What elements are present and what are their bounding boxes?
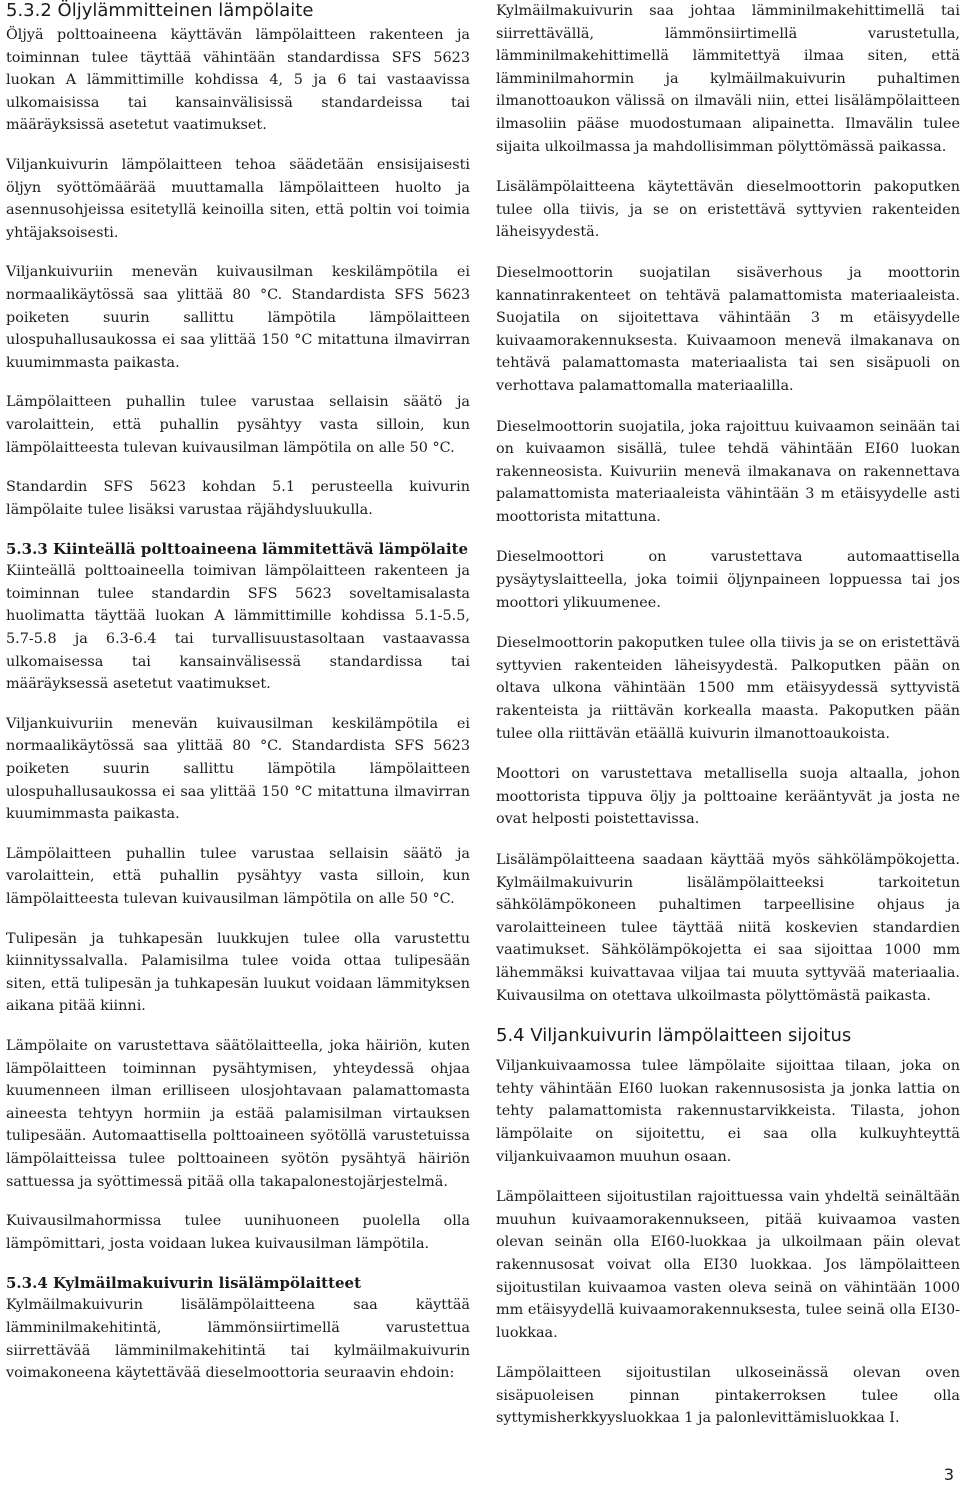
section-heading-5-3-3: 5.3.3 Kiinteällä polttoaineena lämmitettävä lämpölaite xyxy=(6,540,469,559)
paragraph: Tulipesän ja tuhkapesän luukkujen tulee olla varustettu kiinnityssalvalla. Palamisilma tulee voida ottaa tulipesään siten, että tulipesän ja tuhkapesän luukut voidaan lämmityksen aikana pitää kiinni. xyxy=(6,930,470,1015)
paragraph: Kylmäilmakuivurin saa johtaa lämminilmakehittimellä tai siirrettävällä, lämmönsiirtimellä varustetulla, lämminilmakehittimellä lämmitettyä ilmaa siten, että lämminilmahormin ja kylmäilmakuivurin puhaltimen ilmanottoaukon välissä on ilmaväli niin, ettei lisälämpölaitteen ilmasoliin pääse muodostumaan alipainetta. Ilmavälin tulee sijaita ulkoilmassa ja mahdollisimman pölyttömässä paikassa. xyxy=(496,3,960,155)
page-number: 3 xyxy=(943,1465,954,1484)
section-heading-5-4: 5.4 Viljankuivurin lämpölaitteen sijoitus xyxy=(496,1025,852,1047)
left-column xyxy=(6,0,470,1402)
paragraph: Dieselmoottorin suojatila, joka rajoittuu kuivaamon seinään tai on kuivaamon sisällä, tulee tehdä vähintään EI60 luokan rakenneosista. Kuivuriin menevä ilmakanava on rakennettava palamattomista materiaaleista vähintään 3 m etäisyydelle asti moottorista mitattuna. xyxy=(496,418,960,525)
paragraph: Lämpölaitteen puhallin tulee varustaa sellaisin säätö ja varolaittein, että puhallin pysähtyy vasta silloin, kun lämpölaitteesta tulevan kuivausilman lämpötila on alle 50 °C. xyxy=(6,394,470,456)
section-heading-5-3-4: 5.3.4 Kylmäilmakuivurin lisälämpölaitteet xyxy=(6,1274,362,1293)
right-column xyxy=(496,0,960,1448)
paragraph: Dieselmoottori on varustettava automaattisella pysäytyslaitteella, joka toimii öljynpaineen loppuessa tai jos moottori ylikuumenee. xyxy=(496,549,960,611)
paragraph: Moottori on varustettava metallisella suoja altaalla, johon moottorista tippuva öljy ja polttoaine kerääntyvät ja josta ne ovat helposti poistettavissa. xyxy=(496,766,960,828)
paragraph: Standardin SFS 5623 kohdan 5.1 perusteella kuivurin lämpölaite tulee lisäksi varustaa räjähdysluukulla. xyxy=(6,479,470,518)
paragraph: Kuivausilmahormissa tulee uunihuoneen puolella olla lämpömittari, josta voidaan lukea kuivausilman lämpötila. xyxy=(6,1213,470,1252)
paragraph: Viljankuivuriin menevän kuivausilman keskilämpötila ei normaalikäytössä saa ylittää 80 °C. Standardista SFS 5623 poiketen suurin sallittu lämpötila lämpölaitteen ulospuhallusaukossa ei saa ylittää 150 °C mitattuna ilmavirran kuumimmasta paikasta. xyxy=(6,264,470,371)
paragraph: Viljankuivaamossa tulee lämpölaite sijoittaa tilaan, joka on tehty vähintään EI60 luokan rakennusosista ja jonka lattia on tehty palamattomista rakennustarvikkeista. Tilasta, johon lämpölaite on sijoitettu, ei saa olla kulkuyhteyttä viljankuivaamon muuhun osaan. xyxy=(496,1058,960,1165)
paragraph: Kiinteällä polttoaineella toimivan lämpölaitteen rakenteen ja toiminnan tulee standardin SFS 5623 soveltamisalasta huolimatta täyttää luokan A lämmittimille kohdissa 5.1-5.5, 5.7-5.8 ja 6.3-6.4 tai turvallisuustasoltaan vastaavassa ulkomaisessa tai kansainvälisessä standardissa tai määräyksessä asetetut vaatimukset. xyxy=(6,563,470,693)
section-heading-5-3-2: 5.3.2 Öljylämmitteinen lämpölaite xyxy=(6,0,314,21)
paragraph: Lisälämpölaitteena käytettävän dieselmoottorin pakoputken tulee olla tiivis, ja se on eristettävä syttyvien rakenteiden läheisyydestä. xyxy=(496,179,960,241)
paragraph: Lämpölaitteen puhallin tulee varustaa sellaisin säätö ja varolaittein, että puhallin pysähtyy vasta silloin, kun lämpölaitteesta tulevan kuivausilman lämpötila on alle 50 °C. xyxy=(6,845,470,907)
paragraph: Lämpölaite on varustettava säätölaitteella, joka häiriön, kuten lämpölaitteen toiminnan pysähtymisen, yhteydessä ohjaa kuumenneen ilman erilliseen ulosjohtavaan palamattomasta aineesta tehtyyn hormiin ja estää palamisilman virtauksen tulipesään. Automaattisella polttoaineen syötöllä varustetuissa lämpölaitteissa tulee polttoaineen syötön pysähtyä häiriön sattuessa ja syöttimessä pitää olla takapalonestojärjestelmä. xyxy=(6,1037,470,1190)
paragraph: Lämpölaitteen sijoitustilan rajoittuessa vain yhdeltä seinältään muuhun kuivaamorakennukseen, pitää kuivaamoa vasten olevan seinän olla EI60-luokkaa ja ulkoilmaan päin olevat rakennusosat voivat olla EI30 luokkaa. Jos lämpölaitteen sijoitustilan kuivaamoa vasten oleva seinä on vähintään 1000 mm etäisyydellä kuivaamorakennuksesta, tulee seinä olla EI30-luokkaa. xyxy=(496,1189,960,1341)
paragraph: Viljankuivuriin menevän kuivausilman keskilämpötila ei normaalikäytössä saa ylittää 80 °C. Standardista SFS 5623 poiketen suurin sallittu lämpötila lämpölaitteen ulospuhallusaukossa ei saa ylittää 150 °C mitattuna ilmavirran kuumimmasta paikasta. xyxy=(6,715,470,823)
paragraph: Dieselmoottorin pakoputken tulee olla tiivis ja se on eristettävä syttyvien rakenteiden läheisyydestä. Palkoputken pään on oltava ulkona vähintään 1500 mm etäisyydessä syttyvistä rakenteista ja riittävän korkealla maasta. Pakoputken pään tulee olla riittävän etäällä kuivurin ilmanottoaukoista. xyxy=(496,635,960,742)
paragraph: Lisälämpölaitteena saadaan käyttää myös sähkölämpökojetta. Kylmäilmakuivurin lisälämpölaitteeksi tarkoitetun sähkölämpökoneen puhaltimen tarpeellisine ohjaus ja varolaitteineen tulee täyttää niitä koskevien standardien vaatimukset. Sähkölämpökojetta ei saa sijoittaa 1000 mm lähemmäksi kuivattavaa viljaa tai muuta syttyvää materiaalia. Kuivausilma on otettava ulkoilmasta pölyttömästä paikasta. xyxy=(496,852,960,1004)
paragraph: Viljankuivurin lämpölaitteen tehoa säädetään ensisijaisesti öljyn syöttömäärää muuttamalla lämpölaitteen huolto ja asennusohjeissa esitetyllä keinoilla siten, että poltin voi toimia yhtäjaksoisesti. xyxy=(6,156,470,241)
paragraph: Kylmäilmakuivurin lisälämpölaitteena saa käyttää lämminilmakehitintä, lämmönsiirtimellä varustettua siirrettävää lämminilmakehitintä tai kylmäilmakuivurin voimakoneena käytettävää dieselmoottoria seuraavin ehdoin: xyxy=(6,1297,470,1382)
paragraph: Dieselmoottorin suojatilan sisäverhous ja moottorin kannatinrakenteet on tehtävä palamattomista materiaaleista. Suojatila on sijoitettava vähintään 3 m etäisyydelle kuivaamorakennuksesta. Kuivaamoon menevä ilmakanava on tehtävä palamattomasta materiaalista tai sen sisäpuoli on verhottava palamattomalla materiaalilla. xyxy=(496,264,960,394)
paragraph: Lämpölaitteen sijoitustilan ulkoseinässä olevan oven sisäpuoleisen pinnan pintakerroksen tulee olla syttymisherkkyysluokkaa 1 ja palonlevittämisluokkaa I. xyxy=(496,1365,960,1427)
paragraph: Öljyä polttoaineena käyttävän lämpölaitteen rakenteen ja toiminnan tulee täyttää vähintään standardissa SFS 5623 luokan A lämmittimille kohdissa 4, 5 ja 6 tai vastaavissa ulkomaisissa tai kansainvälisissä standardeissa tai määräyksissä asetetut vaatimukset. xyxy=(6,27,470,134)
